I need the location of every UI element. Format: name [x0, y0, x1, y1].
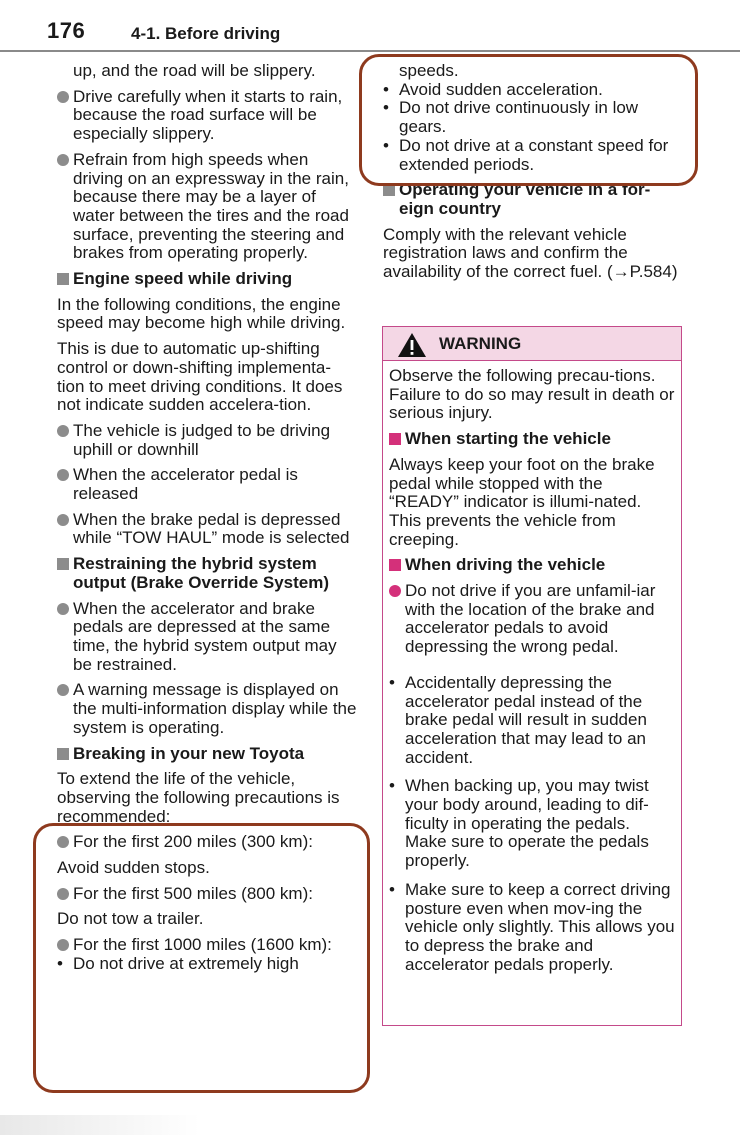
sub-list-item: • When backing up, you may twist your body around, leading to dif-ficulty in operating the pedals. Make sure to operate the pedals properly.	[389, 776, 649, 871]
paragraph: Avoid sudden stops.	[57, 858, 210, 878]
sub-list-item: • Do not drive continuously in low gears.	[383, 98, 639, 137]
bullet-icon	[57, 154, 69, 166]
sub-list-item: • Avoid sudden acceleration.	[383, 79, 603, 99]
continued-text: speeds.	[399, 61, 459, 80]
warning-title: WARNING	[439, 334, 522, 353]
square-marker-icon	[57, 273, 69, 285]
list-item: When the accelerator pedal is released	[57, 466, 357, 503]
square-marker-icon	[57, 558, 69, 570]
list-item: When the brake pedal is depressed while “TOW HAUL” mode is selected	[57, 511, 357, 548]
highlight-frame-speeds	[359, 54, 698, 186]
page-header	[0, 0, 740, 52]
bullet-icon	[389, 585, 401, 597]
bullet-icon	[57, 514, 69, 526]
warning-box	[382, 326, 682, 1026]
warning-triangle-icon	[397, 332, 427, 358]
bullet-marker: •	[383, 79, 389, 99]
bullet-icon	[57, 684, 69, 696]
section-title: 4-1. Before driving	[131, 24, 281, 43]
square-marker-icon	[383, 184, 395, 196]
list-item: Refrain from high speeds when driving on an expressway in the rain, because there may be a layer of water between the tires and the road surface, preventing the steering and brakes from operating properly.	[57, 151, 357, 263]
bullet-marker: •	[383, 98, 389, 118]
warning-body	[383, 361, 681, 974]
list-item: The vehicle is judged to be driving uphill or downhill	[57, 422, 357, 459]
list-item: Drive carefully when it starts to rain, because the road surface will be especially slippery.	[57, 88, 357, 144]
sub-list-item: • Accidentally depressing the accelerator pedal instead of the brake pedal will result in sudden acceleration that may lead to an accident.	[389, 672, 647, 767]
subheading-driving: When driving the vehicle	[389, 556, 675, 575]
square-marker-icon	[389, 433, 401, 445]
bullet-marker: •	[389, 672, 395, 692]
bullet-icon	[57, 91, 69, 103]
paragraph: To extend the life of the vehicle, observing the following precautions is recommended:	[57, 769, 340, 826]
subheading-engine-speed: Engine speed while driving	[57, 270, 357, 289]
paragraph: Always keep your foot on the brake pedal while stopped with the “READY” indicator is illumi-nated. This prevents the vehicle from creeping.	[389, 454, 655, 549]
list-item: A warning message is displayed on the multi-information display while the system is operating.	[57, 681, 357, 737]
bullet-marker: •	[389, 776, 395, 796]
list-item: Do not drive if you are unfamil-iar with the location of the brake and accelerator pedals to avoid depressing the wrong pedal.	[389, 582, 675, 657]
paragraph: This is due to automatic up-shifting control or down-shifting implementa-tion to meet driving conditions. It does not indicate sudden accelera-tion.	[57, 339, 343, 415]
list-item: For the first 200 miles (300 km):	[57, 833, 357, 852]
sub-list-item: • Do not drive at a constant speed for extended periods.	[383, 135, 669, 174]
bullet-icon	[57, 603, 69, 615]
square-marker-icon	[57, 748, 69, 760]
sub-list-item: • Do not drive at extremely high	[57, 953, 299, 973]
bullet-marker: •	[383, 135, 389, 155]
paragraph: In the following conditions, the engine speed may become high while driving.	[57, 294, 346, 333]
bullet-icon	[57, 469, 69, 481]
sub-list-item: • Make sure to keep a correct driving posture even when mov-ing the vehicle only slightly. This allows you to depress the brake and accelerator pedals properly.	[389, 879, 675, 974]
bullet-marker: •	[389, 879, 395, 899]
square-marker-icon	[389, 559, 401, 571]
paragraph: Observe the following precau-tions. Failure to do so may result in death or serious injury.	[389, 366, 675, 423]
highlight-frame-breaking-in	[33, 823, 370, 1093]
header-divider	[0, 50, 740, 52]
subheading-brake-override: Restraining the hybrid system output (Brake Override System)	[57, 555, 357, 592]
list-item: For the first 1000 miles (1600 km):	[57, 936, 357, 955]
bullet-icon	[57, 425, 69, 437]
list-item: When the accelerator and brake pedals are depressed at the same time, the hybrid system output may be restrained.	[57, 600, 357, 675]
subheading-starting: When starting the vehicle	[389, 430, 675, 449]
paragraph: Comply with the relevant vehicle registration laws and confirm the availability of the correct fuel. (→P.584)	[383, 224, 678, 282]
continued-text: up, and the road will be slippery.	[73, 61, 316, 80]
subheading-foreign-country: Operating your vehicle in a for-eign country	[383, 181, 683, 218]
page-number: 176	[47, 18, 86, 43]
subheading-breaking-in: Breaking in your new Toyota	[57, 745, 357, 764]
paragraph: Do not tow a trailer.	[57, 909, 204, 929]
page-edge-shadow	[0, 1115, 200, 1135]
list-item: For the first 500 miles (800 km):	[57, 885, 357, 904]
warning-header	[383, 327, 681, 361]
bullet-marker: •	[57, 953, 63, 973]
